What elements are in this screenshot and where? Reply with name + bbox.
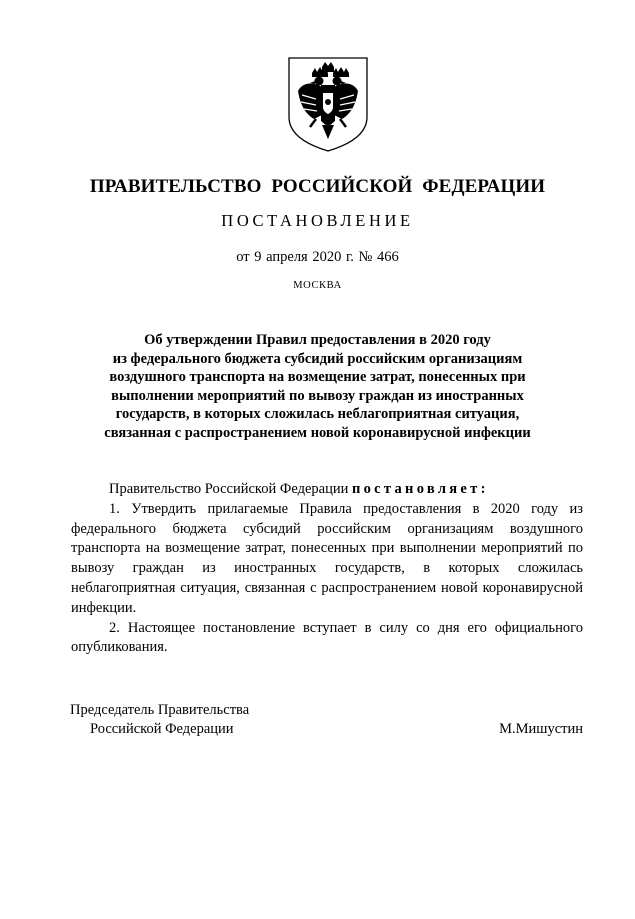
document-type: ПОСТАНОВЛЕНИЕ bbox=[221, 211, 414, 230]
organization-name: ПРАВИТЕЛЬСТВО РОССИЙСКОЙ ФЕДЕРАЦИИ bbox=[89, 176, 546, 197]
title-line: государств, в которых сложилась неблагоприятная ситуация, bbox=[115, 406, 520, 423]
state-emblem-icon bbox=[286, 55, 370, 153]
intro-prefix: Правительство Российской Федерации bbox=[109, 481, 349, 497]
signatory-name: М.Мишустин bbox=[499, 721, 583, 737]
document-body bbox=[71, 480, 583, 658]
document-city: МОСКВА bbox=[293, 280, 342, 291]
document-date-number: от 9 апреля 2020 г. № 466 bbox=[236, 249, 399, 265]
signatory-position bbox=[70, 701, 249, 739]
resolution-intro bbox=[71, 480, 583, 500]
title-line: выполнении мероприятий по вывозу граждан из иностранных bbox=[111, 387, 524, 404]
paragraph-2: 2. Настоящее постановление вступает в силу со дня его официального опубликования. bbox=[71, 619, 583, 656]
title-line: воздушного транспорта на возмещение затрат, понесенных при bbox=[109, 369, 526, 386]
document-title bbox=[60, 331, 575, 443]
title-line: связанная с распространением новой коронавирусной инфекции bbox=[104, 424, 531, 441]
title-line: из федерального бюджета субсидий российским организациям bbox=[112, 350, 523, 367]
title-line: Об утверждении Правил предоставления в 2020 году bbox=[144, 332, 491, 348]
intro-resolves: постановляет: bbox=[351, 481, 489, 497]
position-line-2: Российской Федерации bbox=[90, 721, 234, 737]
position-line-1: Председатель Правительства bbox=[70, 702, 250, 718]
paragraph-1: 1. Утвердить прилагаемые Правила предоставления в 2020 году из федерального бюджета субсидий российским организациям воздушного транспорта на возмещение затрат, понесенных при выполнении мероприятий по вывозу граждан из иностранных государств, в которых сложилась неблагоприятная ситуация, связанная с распространением новой коронавирусной инфекции. bbox=[71, 500, 583, 616]
